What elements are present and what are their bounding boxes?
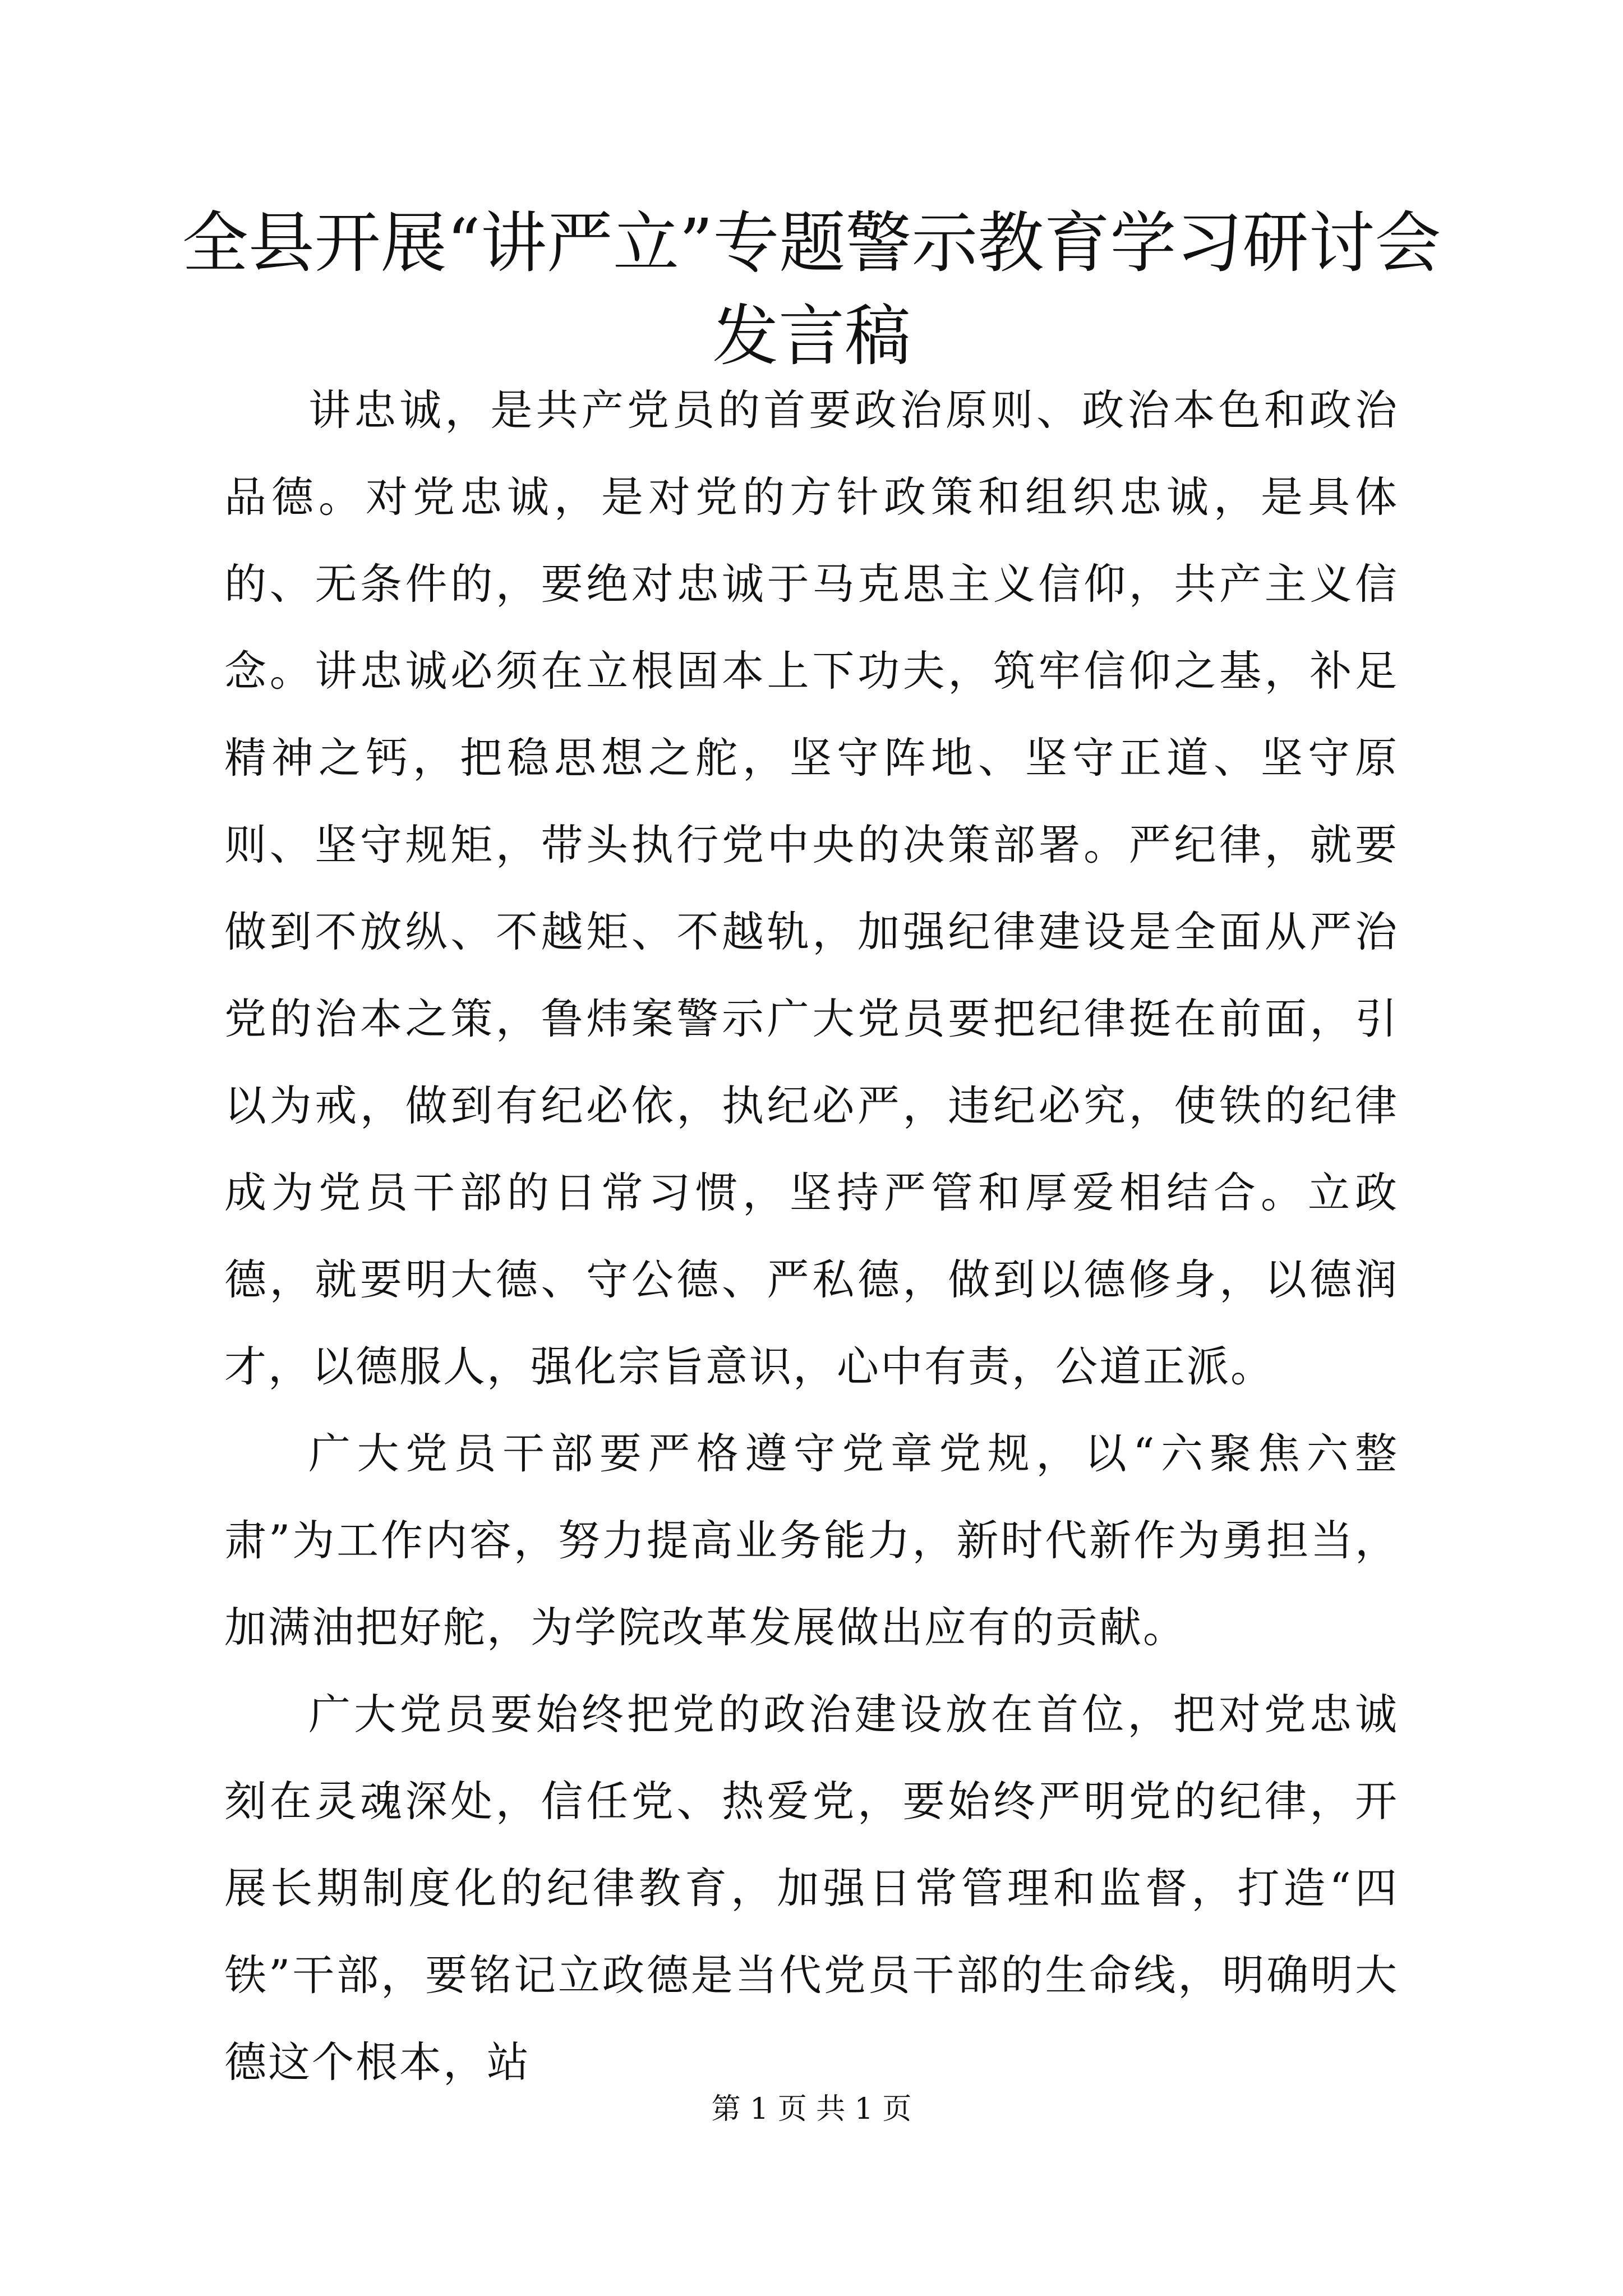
paragraph: 广大党员干部要严格遵守党章党规，以“六聚焦六整肃”为工作内容，努力提高业务能力，新时代新作为勇担当，加满油把好舵，为学院改革发展做出应有的贡献。 (224, 1429, 1399, 1652)
paragraph: 广大党员要始终把党的政治建设放在首位，把对党忠诚刻在灵魂深处，信任党、热爱党，要始终严明党的纪律，开展长期制度化的纪律教育，加强日常管理和监督，打造“四铁”干部，要铭记立政德是当代党员干部的生命线，明确明大德这个根本，站 (224, 1690, 1399, 2087)
document-body (224, 367, 1399, 2106)
document-title: 全县开展“讲严立”专题警示教育学习研讨会发言稿 (182, 204, 1441, 375)
paragraph: 讲忠诚，是共产党员的首要政治原则、政治本色和政治品德。对党忠诚，是对党的方针政策和组织忠诚，是具体的、无条件的，要绝对忠诚于马克思主义信仰，共产主义信念。讲忠诚必须在立根固本上下功夫，筑牢信仰之基，补足精神之钙，把稳思想之舵，坚守阵地、坚守正道、坚守原则、坚守规矩，带头执行党中央的决策部署。严纪律，就要做到不放纵、不越矩、不越轨，加强纪律建设是全面从严治党的治本之策，鲁炜案警示广大党员要把纪律挺在前面，引以为戒，做到有纪必依，执纪必严，违纪必究，使铁的纪律成为党员干部的日常习惯，坚持严管和厚爱相结合。立政德，就要明大德、守公德、严私德，做到以德修身，以德润才，以德服人，强化宗旨意识，心中有责，公道正派。 (224, 385, 1399, 1391)
page-footer: 第 1 页 共 1 页 (711, 2092, 912, 2126)
